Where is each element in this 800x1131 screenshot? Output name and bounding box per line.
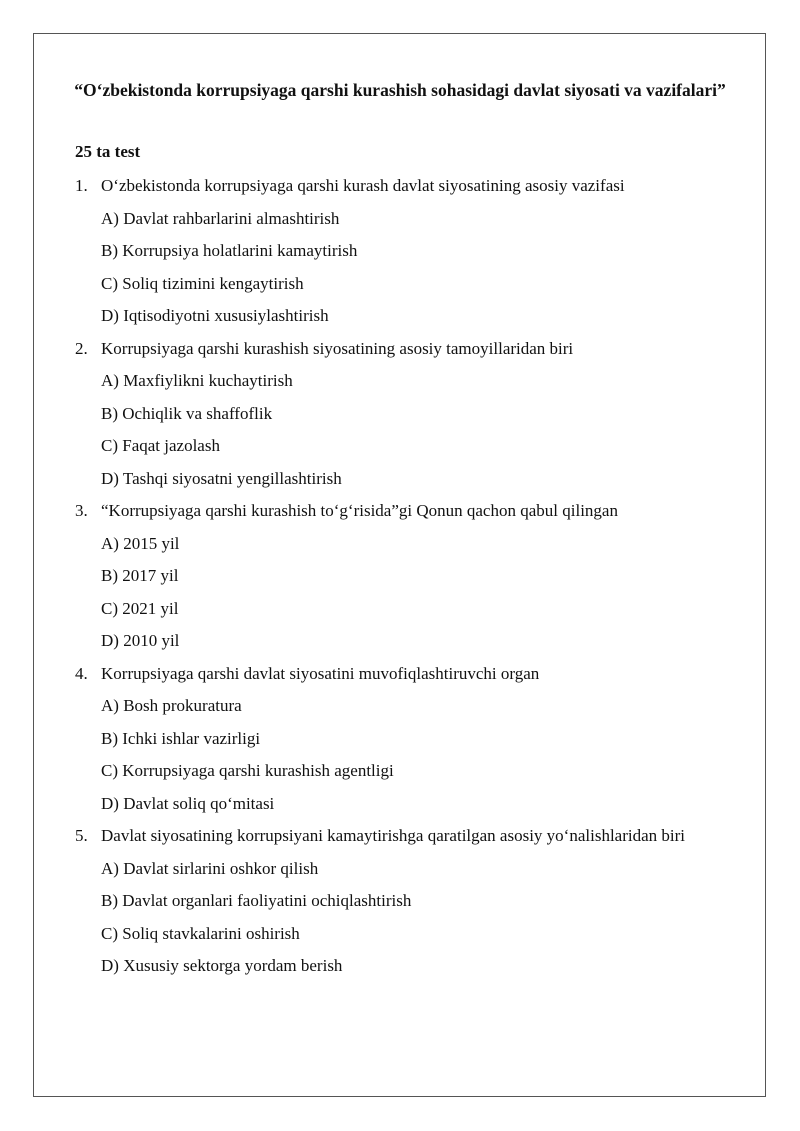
question-number: 3. [75, 501, 88, 520]
question-text: Korrupsiyaga qarshi davlat siyosatini muvofiqlashtiruvchi organ [101, 663, 540, 683]
answer-option: D) Xususiy sektorga yordam berish [101, 956, 343, 975]
answer-option: A) Maxfiylikni kuchaytirish [101, 371, 293, 390]
answer-option: A) 2015 yil [101, 533, 180, 553]
answer-options [75, 853, 740, 983]
answer-options [75, 690, 740, 820]
question-text: “Korrupsiyaga qarshi kurashish to‘g‘risida”gi Qonun qachon qabul qilingan [101, 501, 618, 520]
answer-option: D) Tashqi siyosatni yengillashtirish [101, 468, 342, 488]
answer-option: C) Faqat jazolash [101, 436, 220, 455]
answer-option: B) Ichki ishlar vazirligi [101, 728, 261, 748]
answer-options [75, 365, 740, 495]
answer-option: C) 2021 yil [101, 598, 179, 618]
answer-option: D) 2010 yil [101, 631, 180, 650]
answer-option: C) Soliq stavkalarini oshirish [101, 923, 300, 943]
answer-option: A) Davlat rahbarlarini almashtirish [101, 208, 340, 228]
answer-option: C) Korrupsiyaga qarshi kurashish agentligi [101, 761, 394, 780]
answer-option: D) Davlat soliq qo‘mitasi [101, 793, 275, 813]
question-number: 2. [75, 338, 88, 358]
question-item [75, 170, 740, 333]
question-text: O‘zbekistonda korrupsiyaga qarshi kurash davlat siyosatining asosiy vazifasi [101, 176, 625, 195]
question-item [75, 658, 740, 821]
question-list [75, 170, 740, 983]
answer-option: A) Davlat sirlarini oshkor qilish [101, 858, 319, 878]
answer-option: A) Bosh prokuratura [101, 696, 242, 715]
question-number: 5. [75, 826, 88, 845]
question-number: 1. [75, 176, 88, 195]
answer-option: B) Korrupsiya holatlarini kamaytirish [101, 241, 358, 260]
answer-option: B) Ochiqlik va shaffoflik [101, 403, 273, 423]
answer-option: B) Davlat organlari faoliyatini ochiqlashtirish [101, 891, 412, 910]
question-item [75, 820, 740, 983]
question-text: Korrupsiyaga qarshi kurashish siyosatining asosiy tamoyillaridan biri [101, 338, 574, 358]
document-title: “O‘zbekistonda korrupsiyaga qarshi kurashish sohasidagi davlat siyosati va vazifalari” [74, 80, 726, 100]
test-count-heading: 25 ta test [75, 142, 141, 161]
answer-option: D) Iqtisodiyotni xususiylashtirish [101, 306, 329, 325]
question-number: 4. [75, 663, 88, 683]
question-item [75, 495, 740, 658]
answer-option: B) 2017 yil [101, 566, 179, 585]
question-text: Davlat siyosatining korrupsiyani kamaytirishga qaratilgan asosiy yo‘nalishlaridan biri [101, 826, 686, 845]
answer-options [75, 528, 740, 658]
question-item [75, 333, 740, 496]
answer-option: C) Soliq tizimini kengaytirish [101, 273, 304, 293]
answer-options [75, 203, 740, 333]
